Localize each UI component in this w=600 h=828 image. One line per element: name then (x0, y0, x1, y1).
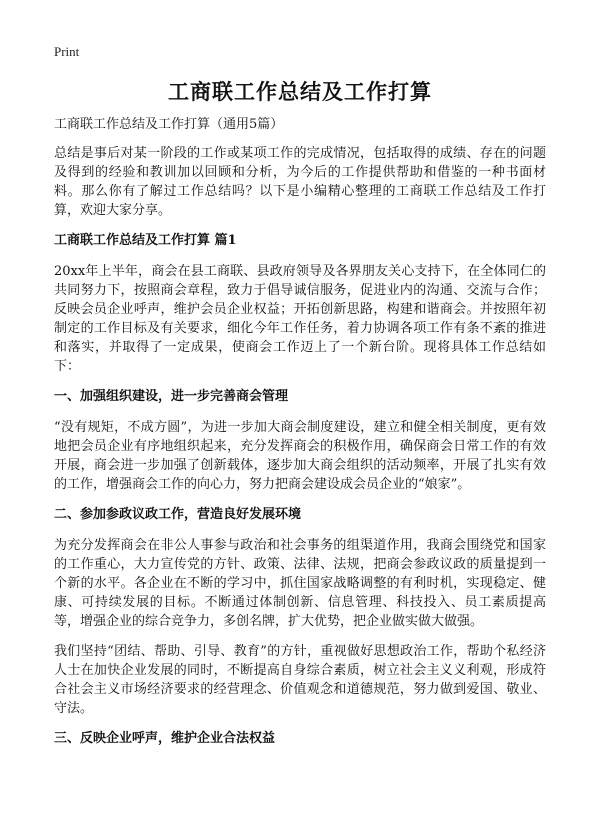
section2-heading: 二、参加参政议政工作，营造良好发展环境 (54, 507, 302, 522)
document-subtitle: 工商联工作总结及工作打算（通用5篇） (54, 117, 284, 132)
section1-heading: 一、加强组织建设，进一步完善商会管理 (54, 389, 289, 404)
part1-paragraph: 20xx年上半年，商会在县工商联、县政府领导及各界朋友关心支持下，在全体同仁的共同努力下，按照商会章程，致力于倡导诚信服务，促进业内的沟通、交流与合作；反映会员企业呼声，维护会员企业权益；开拓创新思路，构建和谐商会。并按照年初制定的工作目标及有关要求，细化今年工作任务，着力协调各项工作有条不紊的推进和落实，并取得了一定成果，使商会工作迈上了一个新台阶。现将具体工作总结如下： (54, 264, 546, 374)
section2-paragraph-2: 我们坚持“团结、帮助、引导、教育”的方针，重视做好思想政治工作，帮助个私经济人士在加快企业发展的同时，不断提高自身综合素质，树立社会主义义利观，形成符合社会主义市场经济要求的经营理念、价值观念和道德规范，努力做到爱国、敬业、守法。 (54, 644, 546, 716)
section1-paragraph: “没有规矩，不成方圆”，为进一步加大商会制度建设，建立和健全相关制度，更有效地把会员企业有序地组织起来，充分发挥商会的积极作用，确保商会日常工作的有效开展，商会进一步加强了创新载体，逐步加大商会组织的活动频率，开展了扎实有效的工作，增强商会工作的向心力，努力把商会建设成会员企业的“娘家”。 (54, 420, 546, 492)
intro-paragraph: 总结是事后对某一阶段的工作或某项工作的完成情况，包括取得的成绩、存在的问题及得到的经验和教训加以回顾和分析，为今后的工作提供帮助和借鉴的一种书面材料。那么你有了解过工作总结吗？以下是小编精心整理的工商联工作总结及工作打算，欢迎大家分享。 (54, 146, 546, 218)
section3-heading: 三、反映企业呼声，维护企业合法权益 (54, 731, 276, 746)
section2-paragraph-1: 为充分发挥商会在非公人事参与政治和社会事务的组渠道作用，我商会围绕党和国家的工作重心，大力宣传党的方针、政策、法律、法规，把商会参政议政的质量提到一个新的水平。各企业在不断的学习中，抓住国家战略调整的有利时机，实现稳定、健康、可持续发展的目标。不断通过体制创新、信息管理、科技投入、员工素质提高等，增强企业的综合竞争力，多创名牌，扩大优势，把企业做实做大做强。 (54, 538, 546, 629)
part1-heading: 工商联工作总结及工作打算 篇1 (54, 233, 237, 248)
document-title: 工商联工作总结及工作打算 (168, 80, 432, 104)
print-link[interactable]: Print (54, 44, 80, 59)
